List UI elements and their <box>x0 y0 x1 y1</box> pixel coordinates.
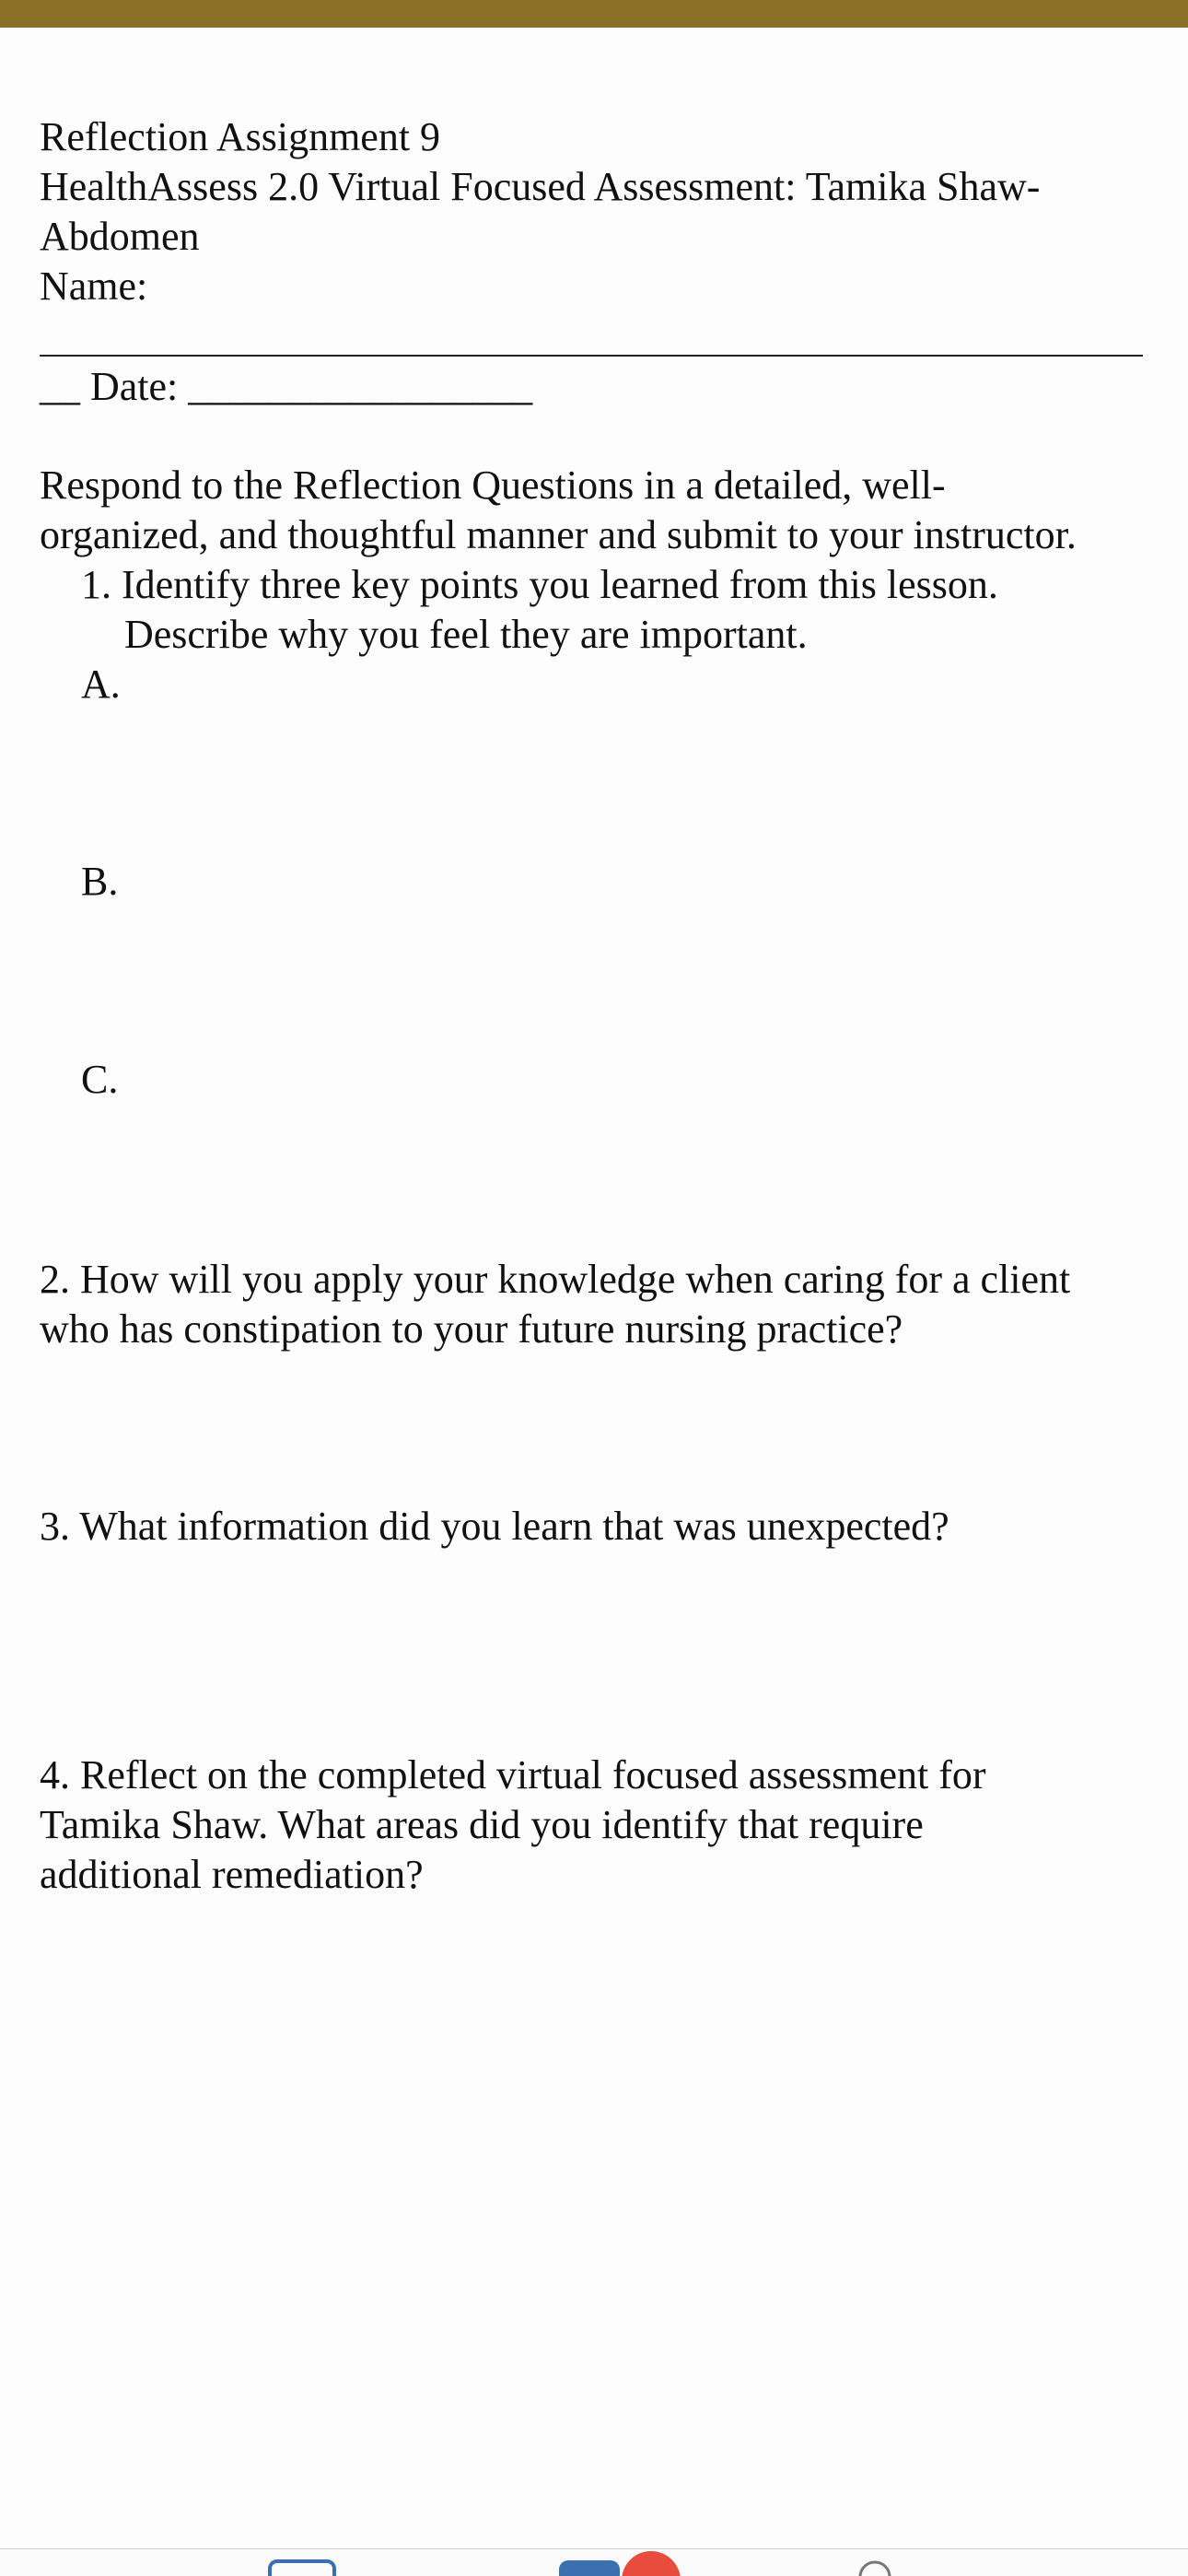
question-2-line-2: who has constipation to your future nursing practice? <box>40 1306 903 1352</box>
question-4-line-3: additional remediation? <box>40 1852 424 1897</box>
assignment-subtitle-line-1: HealthAssess 2.0 Virtual Focused Assessment: Tamika Shaw- <box>40 164 1041 209</box>
question-1-line-2: Describe why you feel they are important. <box>124 612 808 657</box>
name-underline <box>40 355 1143 357</box>
name-label: Name: <box>40 263 148 309</box>
profile-icon[interactable] <box>856 2558 893 2576</box>
instructions-line-1: Respond to the Reflection Questions in a detailed, well- <box>40 463 946 508</box>
bottom-toolbar <box>0 2549 1188 2576</box>
assignment-subtitle-line-2: Abdomen <box>40 214 200 259</box>
question-3: 3. What information did you learn that was unexpected? <box>40 1504 949 1549</box>
assignment-title: Reflection Assignment 9 <box>40 114 441 159</box>
calendar-icon[interactable] <box>267 2558 337 2576</box>
question-4-line-1: 4. Reflect on the completed virtual focused assessment for <box>40 1752 986 1797</box>
question-4-line-2: Tamika Shaw. What areas did you identify that require <box>40 1802 924 1847</box>
question-1-line-1: 1. Identify three key points you learned from this lesson. <box>81 562 998 607</box>
inbox-icon[interactable] <box>557 2558 622 2576</box>
date-line: __ Date: _________________ <box>40 364 533 409</box>
question-1-answer-c: C. <box>81 1057 119 1102</box>
question-1-answer-b: B. <box>81 859 119 904</box>
question-1-answer-a: A. <box>81 662 121 707</box>
question-2-line-1: 2. How will you apply your knowledge when caring for a client <box>40 1257 1071 1302</box>
notification-badge[interactable] <box>619 2551 683 2576</box>
instructions-line-2: organized, and thoughtful manner and submit to your instructor. <box>40 512 1077 557</box>
